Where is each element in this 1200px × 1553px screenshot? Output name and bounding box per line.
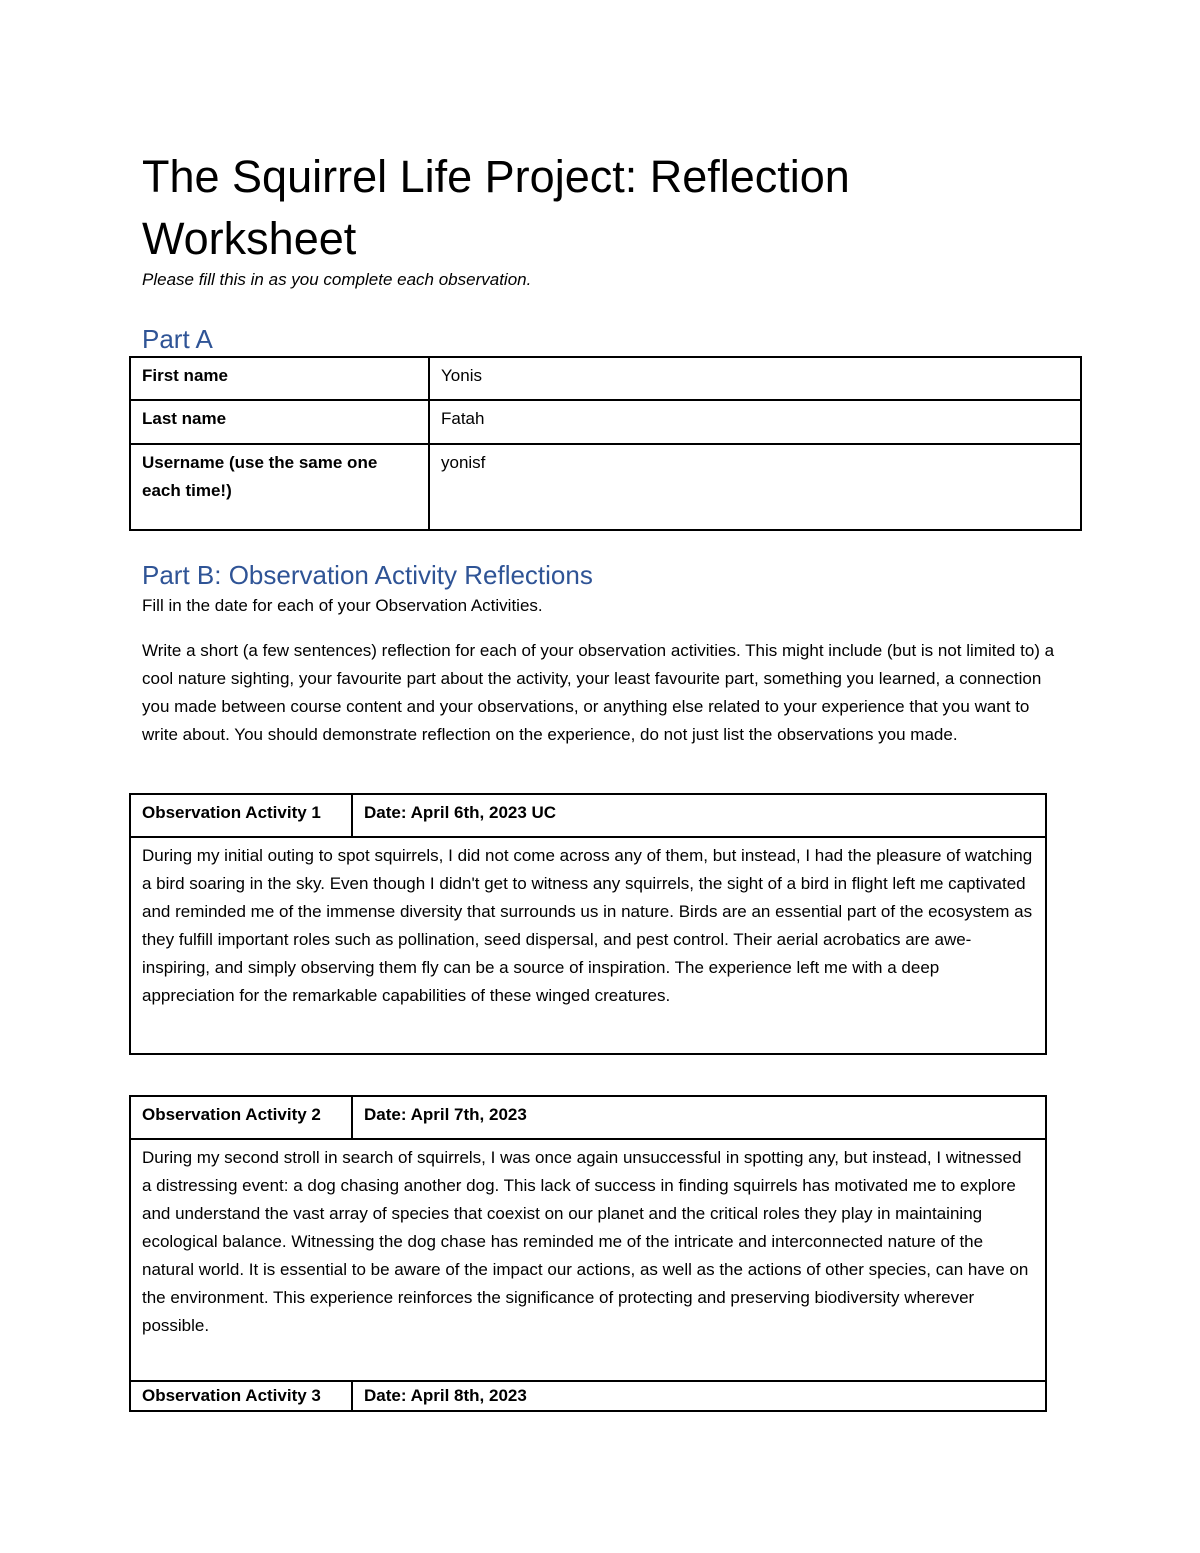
instructions-reflection: Write a short (a few sentences) reflection for each of your observation activities. This might include (but is not limited to) a cool nature sighting, your favourite part about the activity, your least favourite part, something you learned, a connection you made between course content and your observations, or anything else related to your experience that you want to write about. You should demonstrate reflection on the experience, do not just list the observations you made. [142,641,1055,744]
instructions-date: Fill in the date for each of your Observation Activities. [142,596,543,615]
part-a-table [129,356,1082,531]
last-name-value[interactable]: Fatah [429,400,1081,444]
table-row [130,444,1081,530]
table-row [130,400,1081,444]
table-row [130,1096,1046,1139]
table-row [130,357,1081,400]
first-name-value[interactable]: Yonis [429,357,1081,400]
activity-1-reflection[interactable]: During my initial outing to spot squirrels, I did not come across any of them, but instead, I had the pleasure of watching a bird soaring in the sky. Even though I didn't get to witness any squirrels, the sight of a bird in flight left me captivated and reminded me of the immense diversity that surrounds us in nature. Birds are an essential part of the ecosystem as they fulfill important roles such as pollination, seed dispersal, and pest control. Their aerial acrobatics are awe-inspiring, and simply observing them fly can be a source of inspiration. The experience left me with a deep appreciation for the remarkable capabilities of these winged creatures. [130,837,1046,1054]
page-subtitle: Please fill this in as you complete each observation. [142,270,532,289]
table-row [130,1139,1046,1381]
activity-2-reflection[interactable]: During my second stroll in search of squirrels, I was once again unsuccessful in spotting any, but instead, I witnessed a distressing event: a dog chasing another dog. This lack of success in finding squirrels has motivated me to explore and understand the vast array of species that coexist on our planet and the critical roles they play in maintaining ecological balance. Witnessing the dog chase has reminded me of the intricate and interconnected nature of the natural world. It is essential to be aware of the impact our actions, as well as the actions of other species, can have on the environment. This experience reinforces the significance of protecting and preserving biodiversity wherever possible. [130,1139,1046,1381]
username-value[interactable]: yonisf [429,444,1081,530]
table-row [130,837,1046,1054]
username-label [130,444,429,530]
observation-activity-1-table [129,793,1047,1055]
first-name-label: First name [130,357,429,400]
last-name-label: Last name [130,400,429,444]
table-row [130,794,1046,837]
activity-3-date[interactable]: Date: April 8th, 2023 [352,1381,1046,1411]
part-b-heading: Part B: Observation Activity Reflections [142,560,593,590]
activity-1-label: Observation Activity 1 [130,794,352,837]
table-row [130,1381,1046,1411]
part-a-heading: Part A [142,324,213,354]
username-label-text: Username [142,453,225,472]
activity-2-date[interactable]: Date: April 7th, 2023 [352,1096,1046,1139]
activity-3-label: Observation Activity 3 [130,1381,352,1411]
observation-activity-2-table [129,1095,1047,1382]
activity-1-date[interactable]: Date: April 6th, 2023 UC [352,794,1046,837]
page-title: The Squirrel Life Project: Reflection Worksheet [142,151,850,264]
activity-2-label: Observation Activity 2 [130,1096,352,1139]
observation-activity-3-table [129,1380,1047,1412]
username-note: (use the same one each time!) [142,453,378,500]
